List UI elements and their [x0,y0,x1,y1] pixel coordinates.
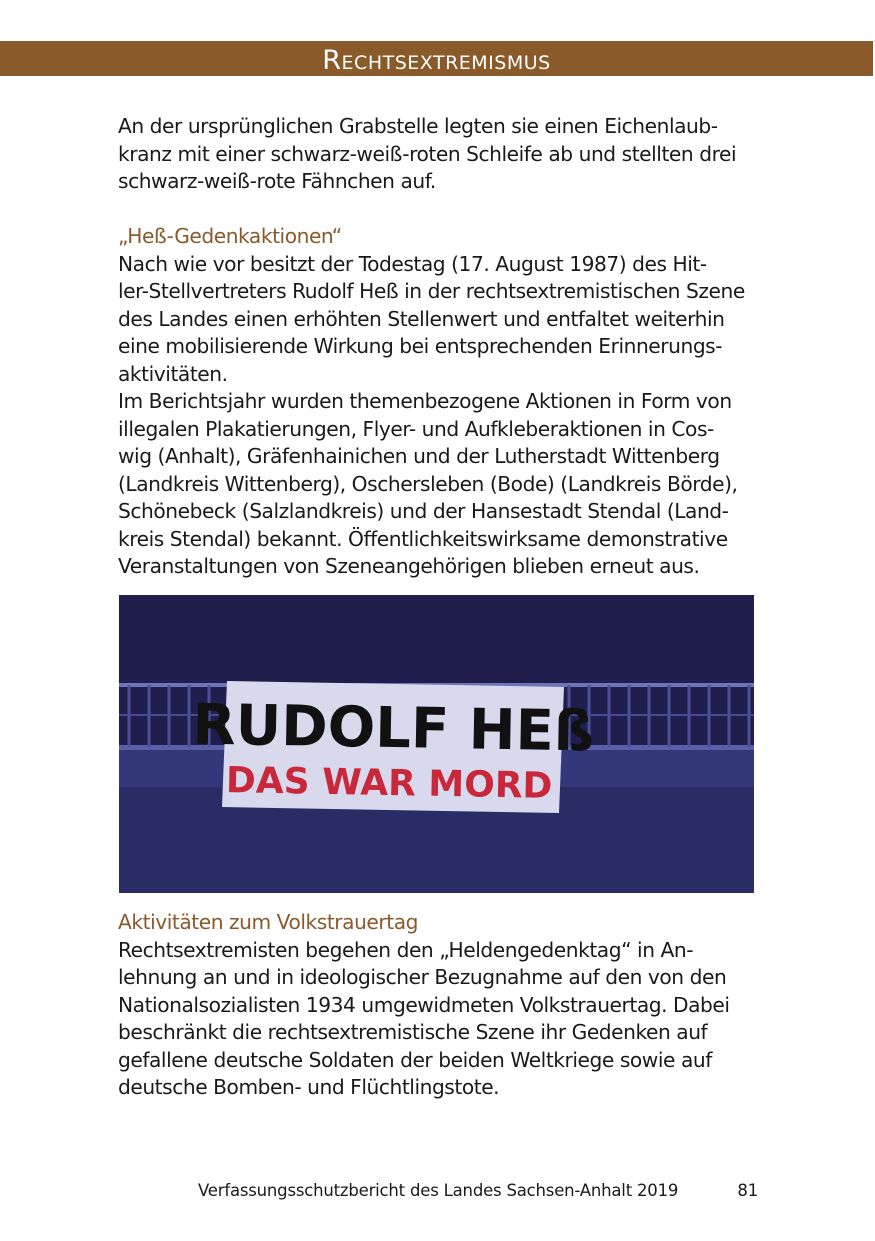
body-line: eine mobilisierende Wirkung bei entsprechenden Erinnerungs- [118,334,723,358]
body-line: kreis Stendal) bekannt. Öffentlichkeitswirksame demonstrative [118,526,728,551]
body-line: Schönebeck (Salzlandkreis) und der Hansestadt Stendal (Land- [118,499,729,523]
body-line: lehnung an und in ideologischer Bezugnahme auf den von den [118,965,727,989]
section-header-band [0,41,873,76]
body-line: ler-Stellvertreters Rudolf Heß in der rechtsextremistischen Szene [118,279,745,303]
body-line: (Landkreis Wittenberg), Oschersleben (Bode) (Landkreis Börde), [118,471,738,496]
body-line: deutsche Bomben- und Flüchtlingstote. [118,1075,500,1099]
section-heading-volkstrauertag: Aktivitäten zum Volkstrauertag [118,910,418,934]
page-number: 81 [737,1181,758,1200]
banner-text-slogan: DAS WAR MORD [225,760,553,807]
body-line: aktivitäten. [118,361,228,386]
banner-photo-illustration [119,595,754,893]
body-line: wig (Anhalt), Gräfenhainichen und der Lutherstadt Wittenberg [118,444,720,468]
footer-publication-title: Verfassungsschutzbericht des Landes Sachsen-Anhalt 2019 [198,1181,679,1200]
body-line: Rechtsextremisten begehen den „Heldengedenktag“ in An- [118,937,694,962]
section-title: Rechtsextremismus [322,45,551,76]
volkstrauertag-section [118,909,768,1102]
body-line: gefallene deutsche Soldaten der beiden Weltkriege sowie auf [118,1047,712,1072]
body-line: des Landes einen erhöhten Stellenwert und entfaltet weiterhin [118,306,725,331]
body-line: illegalen Plakatierungen, Flyer- und Aufkleberaktionen in Cos- [118,416,714,441]
intro-line: kranz mit einer schwarz-weiß-roten Schleife ab und stellten drei [118,141,737,166]
body-line: Nach wie vor besitzt der Todestag (17. August 1987) des Hit- [118,251,707,276]
intro-line: schwarz-weiß-rote Fähnchen auf. [118,169,436,193]
banner-text-name: RUDOLF HEß [192,692,595,765]
body-line: beschränkt die rechtsextremistische Szene ihr Gedenken auf [118,1020,708,1044]
banner-photo [119,595,754,893]
section-heading-hess: „Heß-Gedenkaktionen“ [118,224,342,248]
body-line: Im Berichtsjahr wurden themenbezogene Aktionen in Form von [118,389,732,413]
paragraph-gap [118,196,768,224]
main-text [118,113,768,581]
body-line: Nationalsozialisten 1934 umgewidmeten Volkstrauertag. Dabei [118,992,730,1017]
body-line: Veranstaltungen von Szeneangehörigen blieben erneut aus. [118,554,700,578]
intro-line: An der ursprünglichen Grabstelle legten sie einen Eichenlaub- [118,114,718,138]
